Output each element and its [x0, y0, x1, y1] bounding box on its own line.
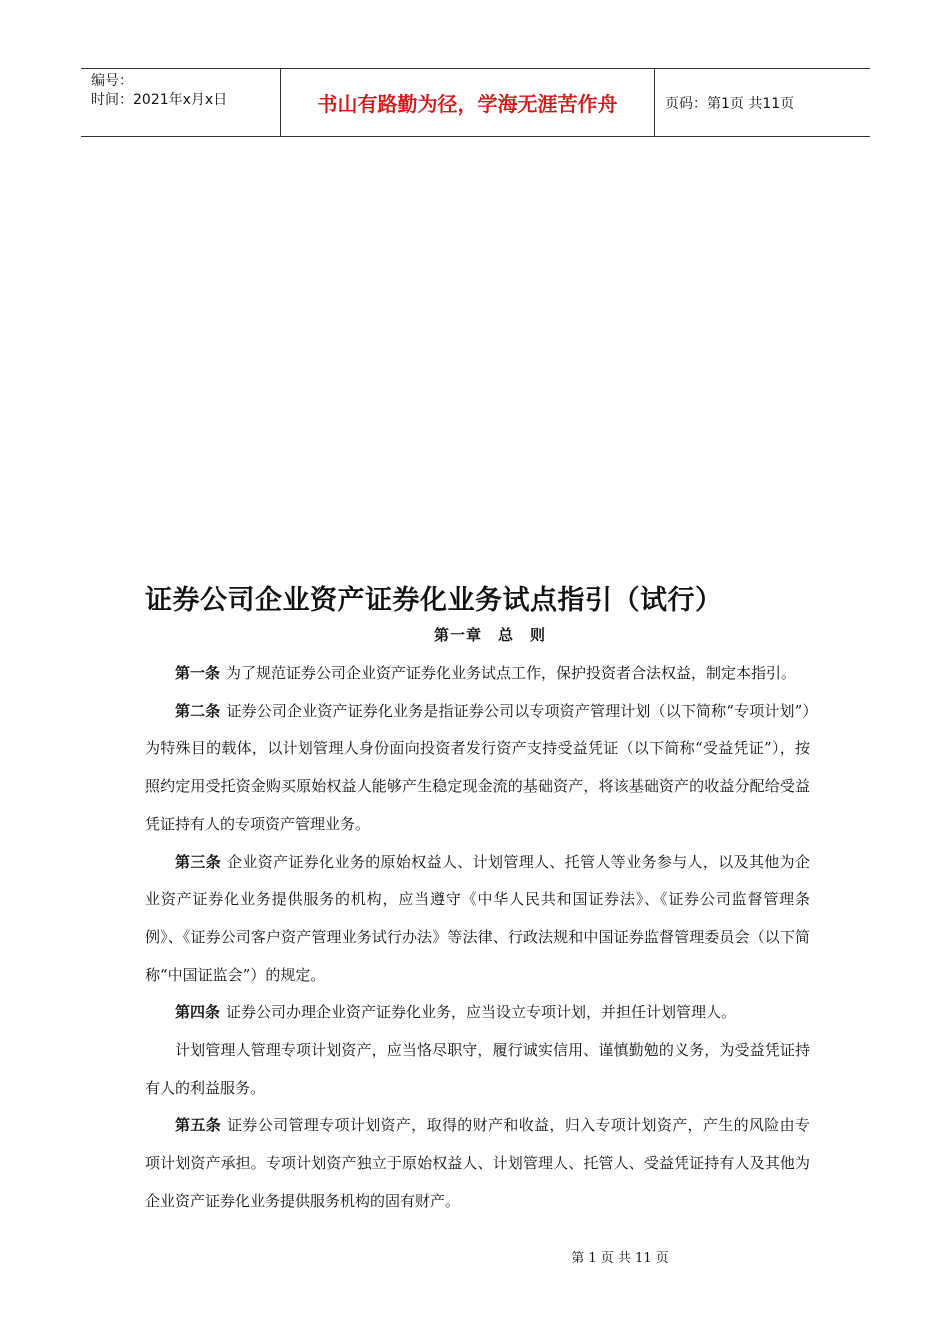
header-motto: 书山有路勤为径，学海无涯苦作舟	[281, 69, 655, 136]
article-text: 为了规范证券公司企业资产证券化业务试点工作，保护投资者合法权益，制定本指引。	[226, 664, 797, 682]
document-title: 证券公司企业资产证券化业务试点指引（试行）	[145, 585, 723, 616]
header-meta	[81, 69, 281, 136]
article-paragraph	[145, 655, 810, 693]
article-paragraph	[145, 844, 810, 995]
article-text: 证券公司管理专项计划资产，取得的财产和收益，归入专项计划资产，产生的风险由专项计划资产承担。专项计划资产独立于原始权益人、计划管理人、托管人、受益凭证持有人及其他为企业资产证券化业务提供服务机构的固有财产。	[145, 1116, 810, 1210]
article-paragraph	[145, 693, 810, 844]
document-time-label: 时间：2021年x月x日	[91, 92, 228, 108]
document-number-label: 编号：	[91, 73, 133, 89]
header-page-info: 页码：第1页 共11页	[665, 95, 795, 112]
article-paragraph	[145, 1032, 810, 1107]
article-text: 证券公司企业资产证券化业务是指证券公司以专项资产管理计划（以下简称“专项计划”）为特殊目的载体，以计划管理人身份面向投资者发行资产支持受益凭证（以下简称“受益凭证”），按照约定用受托资金购买原始权益人能够产生稳定现金流的基础资产，将该基础资产的收益分配给受益凭证持有人的专项资产管理业务。	[145, 701, 810, 833]
article-label: 第五条	[175, 1116, 222, 1135]
page-footer: 第 1 页 共 11 页	[571, 1251, 669, 1266]
document-body	[145, 655, 810, 1221]
article-label: 第三条	[175, 852, 222, 871]
article-paragraph	[145, 994, 810, 1032]
article-paragraph	[145, 1107, 810, 1220]
page-header	[81, 68, 870, 137]
article-text: 计划管理人管理专项计划资产，应当恪尽职守，履行诚实信用、谨慎勤勉的义务，为受益凭证持有人的利益服务。	[145, 1041, 810, 1097]
article-label: 第二条	[175, 701, 221, 720]
article-text: 证券公司办理企业资产证券化业务，应当设立专项计划，并担任计划管理人。	[226, 1003, 737, 1022]
chapter-heading: 第一章 总 则	[433, 626, 546, 644]
article-text: 企业资产证券化业务的原始权益人、计划管理人、托管人等业务参与人，以及其他为企业资产证券化业务提供服务的机构，应当遵守《中华人民共和国证券法》、《证券公司监督管理条例》、《证券公司客户资产管理业务试行办法》等法律、行政法规和中国证券监督管理委员会（以下简称“中国证监会”）的规定。	[145, 852, 810, 984]
article-label: 第四条	[175, 1003, 221, 1022]
article-label: 第一条	[175, 664, 221, 682]
